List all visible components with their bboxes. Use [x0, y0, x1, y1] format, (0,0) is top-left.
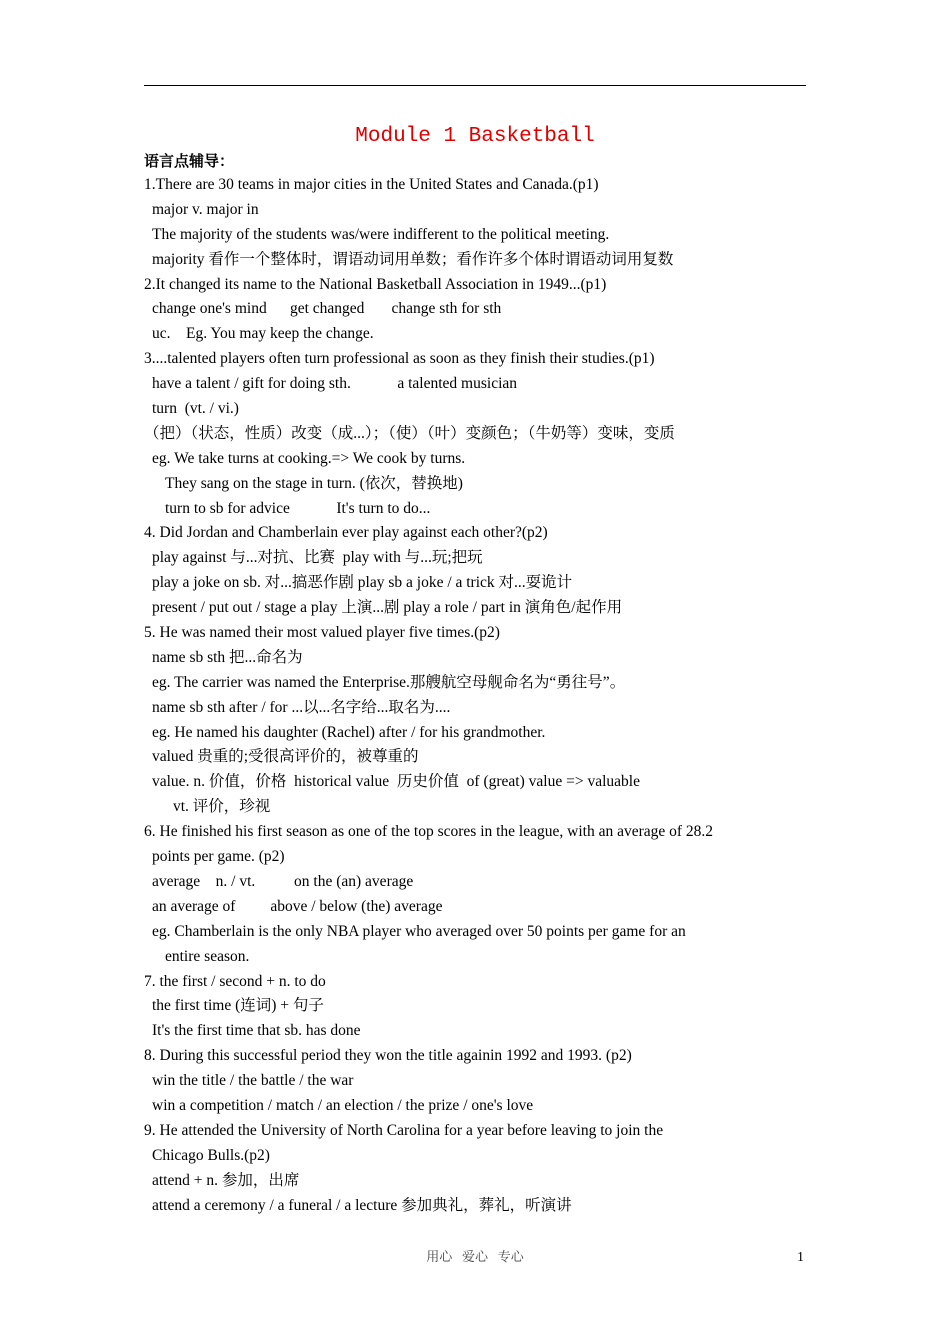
text-line: turn (vt. / vi.) [152, 400, 239, 418]
text-line: win the title / the battle / the war [152, 1072, 354, 1090]
text-line: 2.It changed its name to the National Basketball Association in 1949...(p1) [144, 275, 607, 293]
text-line: play against 与...对抗、比赛 play with 与...玩;把玩 [152, 549, 483, 567]
text-line: win a competition / match / an election / the prize / one's love [152, 1096, 534, 1114]
text-line: value. n. 价值，价格 historical value 历史价值 of (great) value => valuable [152, 773, 640, 791]
text-line: attend a ceremony / a funeral / a lecture 参加典礼，葬礼，听演讲 [152, 1196, 572, 1214]
text-line: present / put out / stage a play 上演...剧 play a role / part in 演角色/起作用 [152, 599, 623, 617]
text-line: They sang on the stage in turn. (依次，替换地) [165, 474, 463, 492]
text-line: major v. major in [152, 200, 259, 218]
page-number: 1 [797, 1250, 804, 1265]
text-line: 5. He was named their most valued player five times.(p2) [144, 624, 500, 642]
text-line: The majority of the students was/were indifferent to the political meeting. [152, 225, 610, 243]
text-line: Chicago Bulls.(p2) [152, 1146, 270, 1164]
text-line: attend + n. 参加，出席 [152, 1171, 300, 1189]
text-line: the first time (连词) + 句子 [152, 997, 324, 1015]
text-line: eg. Chamberlain is the only NBA player who averaged over 50 points per game for an [152, 922, 686, 940]
text-line: uc. Eg. You may keep the change. [152, 325, 374, 343]
text-line: It's the first time that sb. has done [152, 1022, 361, 1040]
footer-motto: 用心 爱心 专心 [426, 1249, 524, 1264]
text-line: valued 贵重的;受很高评价的，被尊重的 [152, 748, 419, 766]
section-heading: 语言点辅导： [144, 152, 235, 170]
text-line: name sb sth after / for ...以...名字给...取名为.... [152, 698, 451, 716]
text-line: majority 看作一个整体时，谓语动词用单数；看作许多个体时谓语动词用复数 [152, 250, 674, 268]
text-line: have a talent / gift for doing sth. a talented musician [152, 375, 518, 393]
text-line: change one's mind get changed change sth for sth [152, 300, 502, 318]
document-body [144, 173, 824, 1218]
text-line: average n. / vt. on the (an) average [152, 872, 414, 890]
text-line: eg. The carrier was named the Enterprise.那艘航空母舰命名为“勇往号”。 [152, 673, 626, 691]
text-line: points per game. (p2) [152, 848, 285, 866]
text-line: 7. the first / second + n. to do [144, 972, 326, 990]
text-line: 1.There are 30 teams in major cities in the United States and Canada.(p1) [144, 176, 599, 193]
document-title: Module 1 Basketball [355, 125, 595, 148]
text-line: 4. Did Jordan and Chamberlain ever play against each other?(p2) [144, 524, 548, 542]
text-line: 3....talented players often turn professional as soon as they finish their studies.(p1) [144, 350, 655, 368]
text-line: eg. We take turns at cooking.=> We cook by turns. [152, 449, 466, 467]
text-line: vt. 评价，珍视 [173, 798, 271, 816]
text-line: （把）（状态，性质）改变（成...）；（使）（叶）变颜色；（牛奶等）变味，变质 [144, 424, 675, 442]
text-line: turn to sb for advice It's turn to do... [165, 499, 431, 517]
text-line: 8. During this successful period they won the title againin 1992 and 1993. (p2) [144, 1047, 632, 1065]
text-line: eg. He named his daughter (Rachel) after / for his grandmother. [152, 723, 546, 741]
text-line: play a joke on sb. 对...搞恶作剧 play sb a joke / a trick 对...耍诡计 [152, 574, 573, 592]
text-line: 6. He finished his first season as one of the top scores in the league, with an average of 28.2 [144, 823, 714, 841]
text-line: an average of above / below (the) average [152, 897, 443, 915]
text-line: entire season. [165, 947, 250, 965]
text-line: name sb sth 把...命名为 [152, 648, 303, 666]
header-rule [144, 85, 806, 86]
text-line: 9. He attended the University of North Carolina for a year before leaving to join the [144, 1121, 664, 1139]
